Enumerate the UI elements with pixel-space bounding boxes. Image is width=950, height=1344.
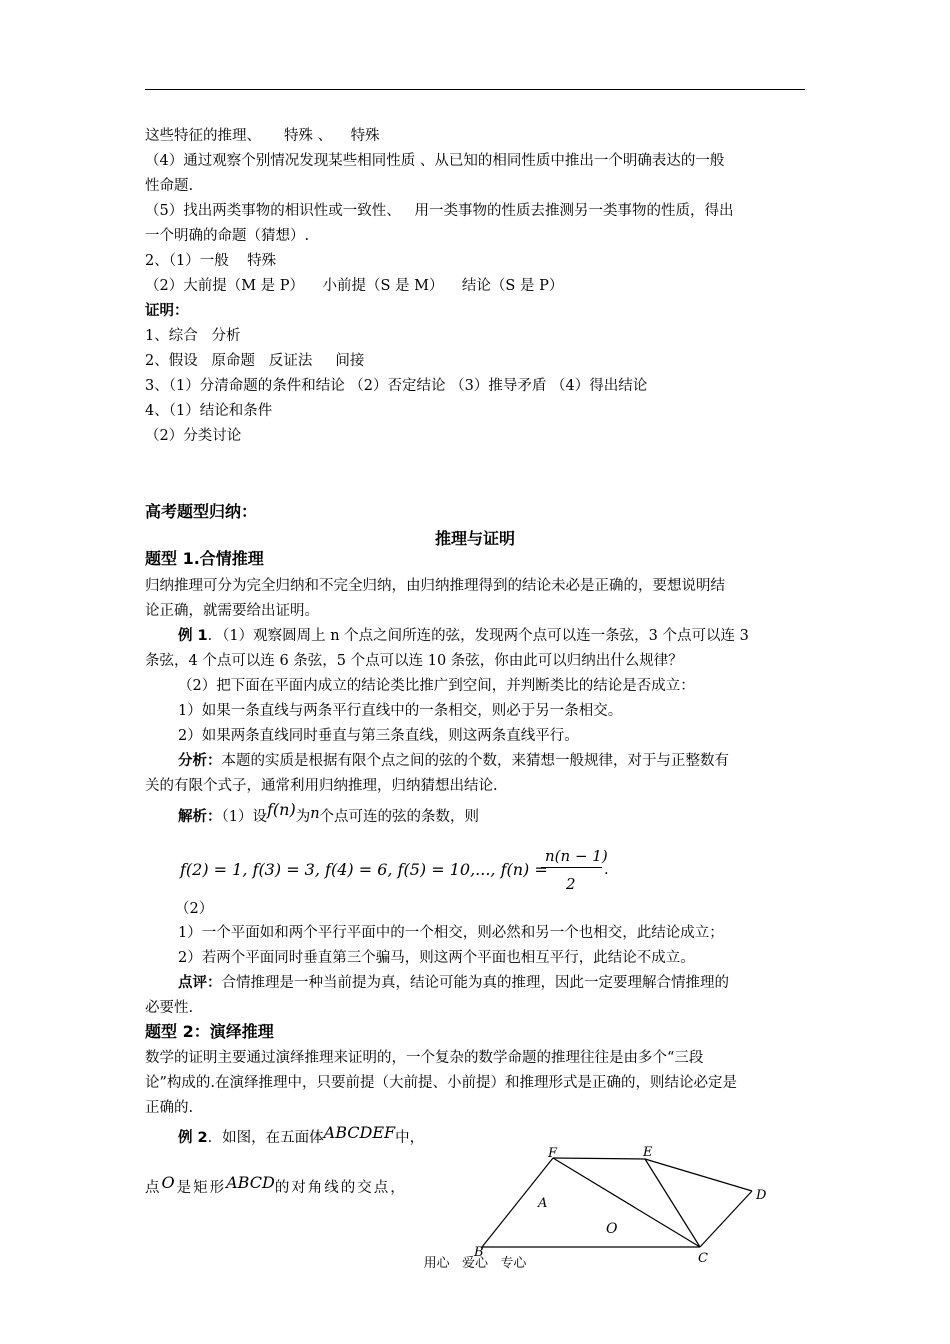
example1-text: ．（1）观察圆周上 n 个点之间所连的弦，发现两个点可以连一条弦，3 个点可以连 3: [207, 628, 749, 644]
math-rect: ABCD: [226, 1173, 275, 1192]
analysis-label: 分析：: [178, 753, 222, 769]
formula-lhs: f(2) = 1, f(3) = 3, f(4) = 6, f(5) = 10,..., f(n) =: [180, 860, 548, 879]
type2-heading: 题型 2：演绎推理: [145, 1022, 274, 1041]
text-line: 条弦，4 个点可以连 6 条弦，5 个点可以连 10 条弦，你由此可以归纳出什么规律？: [145, 653, 683, 669]
section-heading: 高考题型归纳：: [145, 502, 258, 521]
label-f: F: [548, 1146, 558, 1161]
label-o: O: [606, 1221, 618, 1237]
solution-text: （1）设: [221, 809, 267, 825]
proof-heading: 证明：: [145, 303, 189, 319]
text-line: 这些特征的推理、 特殊 、 特殊: [145, 128, 380, 144]
example2-label: 例 2: [178, 1130, 208, 1146]
math-fn: f(n): [266, 800, 296, 819]
text-line: 2、（1）一般 特殊: [145, 253, 277, 269]
text-line: 4、（1）结论和条件: [145, 403, 273, 419]
text-line: 性命题.: [145, 178, 194, 194]
edge-fc: [553, 1158, 700, 1247]
text-line: 归纳推理可分为完全归纳和不完全归纳，由归纳推理得到的结论未必是正确的，要想说明结: [145, 578, 725, 594]
label-e: E: [643, 1145, 653, 1160]
formula-denominator: 2: [566, 875, 576, 893]
edge-ed: [645, 1159, 752, 1191]
label-b: B: [474, 1245, 484, 1260]
text-line: 3、（1）分清命题的条件和结论 （2）否定结论 （3）推导矛盾 （4）得出结论: [145, 378, 648, 394]
text-line: （2）分类讨论: [145, 428, 242, 444]
text-line: 2）若两个平面同时垂直第三个骗马，则这两个平面也相互平行，此结论不成立。: [178, 950, 695, 966]
edge-ec: [645, 1159, 700, 1247]
solution-text: 为: [295, 809, 311, 825]
text-line: 1）如果一条直线与两条平行直线中的一条相交，则必于另一条相交。: [178, 703, 623, 719]
math-o: O: [161, 1173, 177, 1192]
math-n: n: [310, 806, 320, 822]
analysis-text: 本题的实质是根据有限个点之间的弦的个数，来猜想一般规律，对于与正整数有: [221, 753, 729, 769]
text-line: 2、假设 原命题 反证法 间接: [145, 353, 365, 369]
text-line: 论”构成的.在演绎推理中，只要前提（大前提、小前提）和推理形式是正确的，则结论必定是: [145, 1075, 738, 1091]
text-line: 2）如果两条直线同时垂直与第三条直线，则这两条直线平行。: [178, 728, 579, 744]
text-line: 必要性.: [145, 1000, 194, 1016]
example2-text: ．如图，在五面体: [207, 1130, 324, 1146]
text-line: （4）通过观察个别情况发现某些相同性质 、从已知的相同性质中推出一个明确表达的一般: [145, 153, 725, 169]
label-c: C: [698, 1251, 708, 1266]
text-line: 正确的.: [145, 1100, 194, 1116]
math-solid: ABCDEF: [323, 1123, 396, 1142]
solution-line: [178, 800, 480, 826]
type1-heading: 题型 1.合情推理: [145, 549, 264, 568]
text-line: 关的有限个式子，通常利用归纳推理，归纳猜想出结论.: [145, 778, 498, 794]
comment-text: 合情推理是一种当前提为真，结论可能为真的推理，因此一定要理解合情推理的: [221, 975, 729, 991]
text-line: （5）找出两类事物的相识性或一致性、 用一类事物的性质去推测另一类事物的性质，得出: [145, 203, 734, 219]
example2-line: [145, 1173, 407, 1197]
comment-line: [178, 974, 729, 992]
example2-text: 点: [145, 1180, 162, 1196]
header-rule: [145, 89, 805, 90]
text-line: 论正确，就需要给出证明。: [145, 603, 319, 619]
example2-text: 中，: [395, 1130, 425, 1146]
example2-line: [178, 1123, 425, 1147]
fraction-bar: [541, 867, 602, 868]
text-line: 1、综合 分析: [145, 328, 241, 344]
edge-dc: [700, 1191, 752, 1247]
example2-text: 是矩形: [176, 1180, 227, 1196]
section-title: 推理与证明: [434, 529, 515, 548]
pentahedron-figure: [460, 1140, 800, 1270]
text-line: 一个明确的命题（猜想）.: [145, 228, 310, 244]
formula-period: .: [604, 862, 609, 878]
edge-fe: [553, 1158, 645, 1159]
example2-text: 的对角线的交点，: [274, 1180, 407, 1196]
text-line: （2）: [175, 901, 214, 917]
text-line: （2）大前提（M 是 P） 小前提（S 是 M） 结论（S 是 P）: [145, 278, 564, 294]
label-d: D: [756, 1188, 767, 1203]
text-line: 数学的证明主要通过演绎推理来证明的，一个复杂的数学命题的推理往往是由多个“三段: [145, 1050, 704, 1066]
text-line: 1）一个平面如和两个平行平面中的一个相交，则必然和另一个也相交，此结论成立；: [178, 925, 724, 941]
text-line: （2）把下面在平面内成立的结论类比推广到空间，并判断类比的结论是否成立：: [178, 678, 695, 694]
label-a: A: [538, 1196, 548, 1211]
solution-text: 个点可连的弦的条数，则: [319, 809, 480, 825]
analysis-line: [178, 752, 729, 770]
page-footer: 用心 爱心 专心: [423, 1256, 527, 1271]
comment-label: 点评：: [178, 975, 222, 991]
formula-numerator: n(n − 1): [545, 847, 608, 865]
example1-label: 例 1: [178, 628, 208, 644]
example1-line: [178, 627, 749, 645]
solution-label: 解析：: [178, 809, 222, 825]
